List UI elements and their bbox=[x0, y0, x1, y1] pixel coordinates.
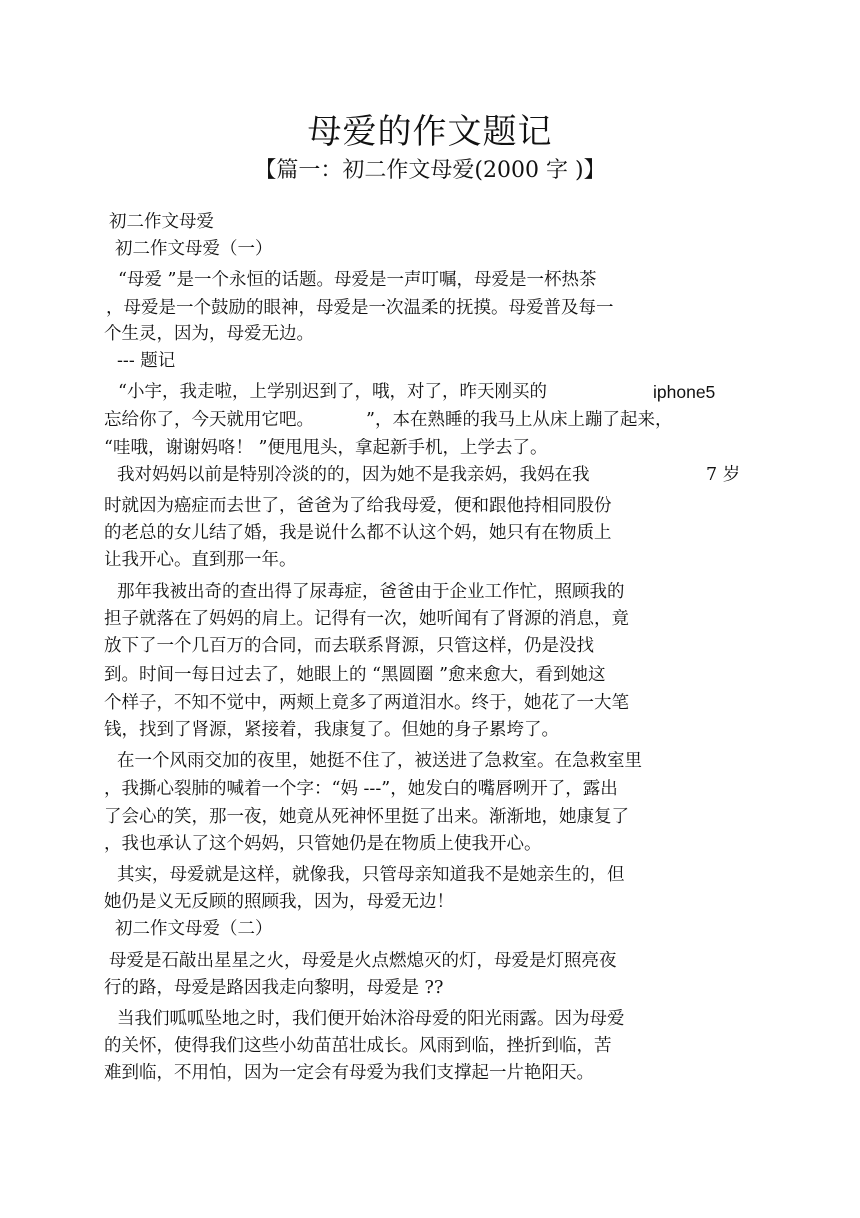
text-line: 忘给你了，今天就用它吧。 bbox=[104, 410, 314, 430]
text-line: 我对妈妈以前是特别冷淡的的，因为她不是我亲妈，我妈在我 bbox=[117, 465, 590, 485]
text-line: “母爱 ”是一个永恒的话题。母爱是一声叮嘱，母爱是一杯热茶 bbox=[118, 270, 597, 290]
text-line: 个样子，不知不觉中，两颊上竟多了两道泪水。终于，她花了一大笔 bbox=[104, 693, 629, 713]
text-line: 到。时间一每日过去了，她眼上的 “黑圆圈 ”愈来愈大，看到她这 bbox=[104, 665, 606, 685]
text-line: 难到临，不用怕，因为一定会有母爱为我们支撑起一片艳阳天。 bbox=[104, 1063, 594, 1083]
text-line: 的老总的女儿结了婚，我是说什么都不认这个妈，她只有在物质上 bbox=[104, 523, 612, 543]
text-line: 钱，找到了肾源，紧接着，我康复了。但她的身子累垮了。 bbox=[104, 720, 559, 740]
text-line: 当我们呱呱坠地之时，我们便开始沐浴母爱的阳光雨露。因为母爱 bbox=[117, 1009, 625, 1029]
text-line: ，我也承认了这个妈妈，只管她仍是在物质上使我开心。 bbox=[104, 834, 542, 854]
text-line: iphone5 bbox=[653, 382, 716, 402]
text-line: 让我开心。直到那一年。 bbox=[104, 550, 297, 570]
text-line: 的关怀，使得我们这些小幼苗茁壮成长。风雨到临，挫折到临，苦 bbox=[104, 1036, 612, 1056]
text-line: 了会心的笑，那一夜，她竟从死神怀里挺了出来。渐渐地，她康复了 bbox=[104, 807, 629, 827]
text-line: 行的路，母爱是路因我走向黎明，母爱是 ?? bbox=[104, 978, 444, 998]
text-line: 个生灵，因为，母爱无边。 bbox=[104, 324, 314, 344]
text-line: “哇哦，谢谢妈咯！ ”便甩甩头，拿起新手机，上学去了。 bbox=[104, 438, 548, 458]
text-line: 她仍是义无反顾的照顾我，因为，母爱无边！ bbox=[104, 892, 454, 912]
text-line: “小宇，我走啦，上学别迟到了，哦，对了，昨天刚买的 bbox=[118, 382, 547, 402]
text-line: 在一个风雨交加的夜里，她挺不住了，被送进了急救室。在急救室里 bbox=[117, 751, 642, 771]
document-subtitle: 【篇一：初二作文母爱(2000 字 )】 bbox=[254, 158, 606, 183]
text-line: 7 岁 bbox=[706, 465, 741, 485]
section-heading: 初二作文母爱 bbox=[109, 212, 214, 232]
text-line: 那年我被出奇的查出得了尿毒症，爸爸由于企业工作忙，照顾我的 bbox=[117, 582, 625, 602]
section-subheading: 初二作文母爱（一） bbox=[115, 239, 273, 259]
section-subheading: 初二作文母爱（二） bbox=[115, 919, 273, 939]
text-line: ”，本在熟睡的我马上从床上蹦了起来， bbox=[366, 410, 673, 430]
text-line: 时就因为癌症而去世了，爸爸为了给我母爱，便和跟他持相同股份 bbox=[104, 496, 612, 516]
text-line: 母爱是石敲出星星之火，母爱是火点燃熄灭的灯，母爱是灯照亮夜 bbox=[109, 951, 617, 971]
text-line: 放下了一个几百万的合同，而去联系肾源，只管这样，仍是没找 bbox=[104, 636, 594, 656]
text-line: ，母爱是一个鼓励的眼神，母爱是一次温柔的抚摸。母爱普及每一 bbox=[106, 298, 614, 318]
text-line: ，我撕心裂肺的喊着一个字：“妈 ---”，她发白的嘴唇咧开了，露出 bbox=[104, 779, 618, 799]
text-line: --- 题记 bbox=[117, 351, 176, 371]
text-line: 担子就落在了妈妈的肩上。记得有一次，她听闻有了肾源的消息，竟 bbox=[104, 609, 629, 629]
document-title: 母爱的作文题记 bbox=[307, 112, 553, 152]
text-line: 其实，母爱就是这样，就像我，只管母亲知道我不是她亲生的，但 bbox=[117, 865, 625, 885]
